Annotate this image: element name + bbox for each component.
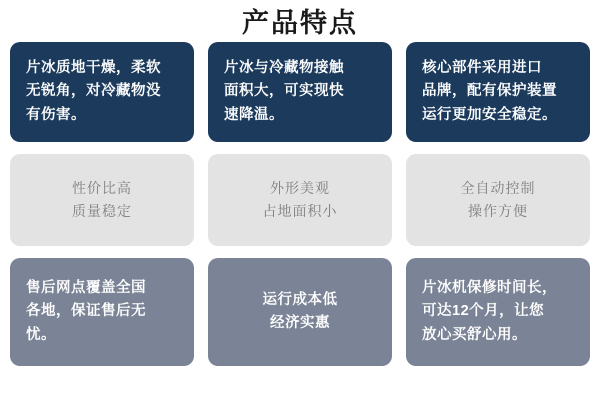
feature-card-line: 放心买舒心用。 — [422, 326, 527, 343]
feature-card-line: 忧。 — [26, 326, 56, 343]
feature-card-line: 性价比高 — [72, 180, 132, 197]
feature-card-line: 运行成本低 — [262, 291, 338, 308]
feature-card — [10, 42, 194, 142]
feature-card-line: 无锐角，对冷藏物没 — [26, 83, 161, 100]
feature-card — [406, 154, 590, 246]
feature-card-grid — [10, 42, 590, 390]
feature-card-line: 片冰质地干燥，柔软 — [26, 59, 161, 76]
feature-card — [208, 258, 392, 366]
feature-card — [208, 42, 392, 142]
feature-card-line: 运行更加安全稳定。 — [422, 106, 557, 123]
feature-card-line: 售后网点覆盖全国 — [26, 279, 146, 296]
feature-card-line: 核心部件采用进口 — [422, 59, 542, 76]
feature-card-line: 占地面积小 — [262, 203, 338, 219]
feature-card-line: 速降温。 — [224, 106, 284, 123]
feature-card-line: 各地，保证售后无 — [26, 303, 146, 320]
feature-card-line: 可达12个月，让您 — [422, 303, 545, 320]
footer-divider — [10, 395, 590, 396]
feature-card-line: 经济实惠 — [270, 315, 330, 331]
feature-card — [406, 258, 590, 366]
feature-card-line: 面积大，可实现快 — [224, 83, 344, 100]
page-title: 产品特点 — [242, 8, 358, 38]
feature-card-line: 片冰与冷藏物接触 — [224, 59, 344, 76]
feature-card-line: 外形美观 — [270, 180, 330, 197]
feature-card-line: 有伤害。 — [26, 106, 86, 123]
feature-card — [406, 42, 590, 142]
feature-card-line: 品牌，配有保护装置 — [422, 83, 557, 100]
feature-card-line: 质量稳定 — [72, 203, 132, 219]
feature-card-line: 全自动控制 — [460, 180, 536, 197]
feature-card-line: 片冰机保修时间长， — [422, 279, 557, 296]
feature-card — [208, 154, 392, 246]
feature-card-line: 操作方便 — [468, 203, 528, 219]
feature-card — [10, 258, 194, 366]
feature-card — [10, 154, 194, 246]
